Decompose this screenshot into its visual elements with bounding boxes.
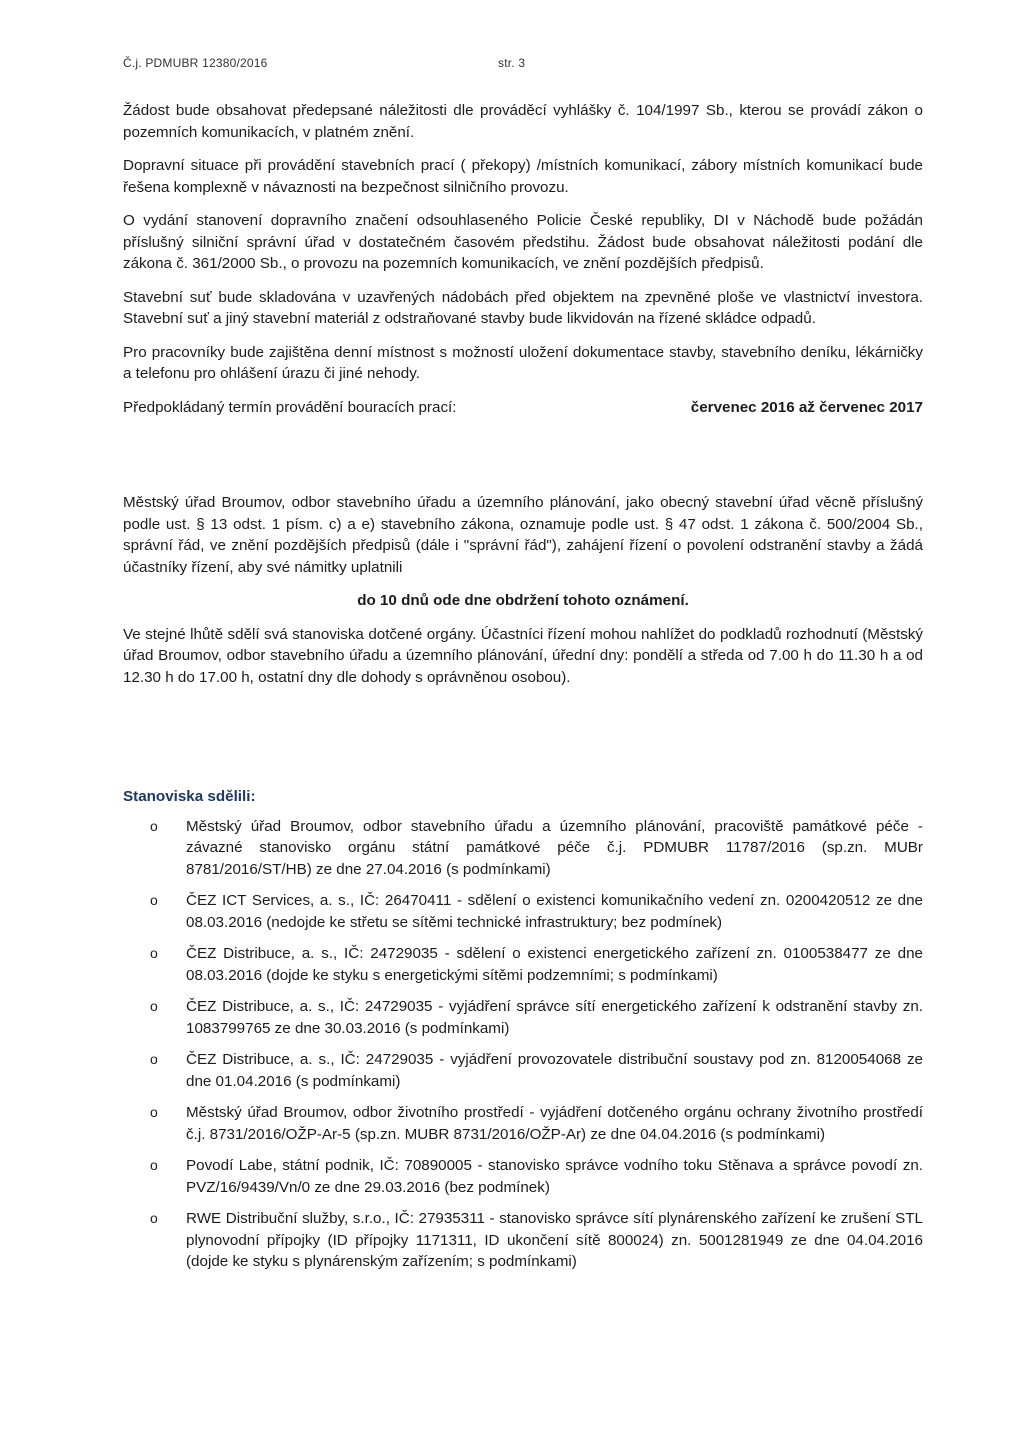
list-item	[123, 890, 923, 933]
list-item-text: ČEZ ICT Services, a. s., IČ: 26470411 - sdělení o existenci komunikačního vedení zn. 0200420512 ze dne 08.03.2016 (nedojde ke střetu se sítěmi technické infrastruktury; bez podmínek)	[186, 892, 923, 931]
paragraph-workers: Pro pracovníky bude zajištěna denní místnost s možností uložení dokumentace stavby, stavebního deníku, lékárničky a telefonu pro ohlášení úrazu či jiné nehody.	[123, 343, 923, 382]
list-item-text: Povodí Labe, státní podnik, IČ: 70890005 - stanovisko správce vodního toku Stěnava a správce povodí zn. PVZ/16/9439/Vn/0 ze dne 29.03.2016 (bez podmínek)	[186, 1157, 923, 1196]
paragraph-traffic-signage: O vydání stanovení dopravního značení odsouhlaseného Policie České republiky, DI v Náchodě bude požádán příslušný silniční správní úřad v dostatečném časovém předstihu. Žádost bude obsahovat náležitosti podání dle zákona č. 361/2000 Sb., o provozu na pozemních komunikacích, ve znění pozdějších předpisů.	[123, 212, 923, 272]
bullet-icon: o	[150, 1157, 158, 1173]
list-item	[123, 1049, 923, 1092]
spacer	[123, 700, 923, 786]
bullet-icon: o	[150, 1104, 158, 1120]
list-item	[123, 816, 923, 881]
bullet-icon: o	[150, 1051, 158, 1067]
document-body	[123, 100, 923, 1283]
bullet-icon: o	[150, 1210, 158, 1226]
paragraph-traffic: Dopravní situace při provádění stavebních prací ( překopy) /místních komunikací, zábory místních komunikací bude řešena komplexně v návaznosti na bezpečnost silničního provozu.	[123, 157, 923, 196]
list-item-text: ČEZ Distribuce, a. s., IČ: 24729035 - vyjádření správce sítí energetického zařízení k odstranění stavby zn. 1083799765 ze dne 30.03.2016 (s podmínkami)	[186, 998, 923, 1037]
bullet-icon: o	[150, 945, 158, 961]
notice-followup: Ve stejné lhůtě sdělí svá stanoviska dotčené orgány. Účastníci řízení mohou nahlížet do podkladů rozhodnutí (Městský úřad Broumov, odbor stavebního úřadu a územního plánování, úřední dny: pondělí a středa od 7.00 h do 11.30 h a od 12.30 h do 17.00 h, ostatní dny dle dohody s oprávněnou osobou).	[123, 625, 923, 686]
opinions-title: Stanoviska sdělili:	[123, 788, 256, 805]
list-item-text: ČEZ Distribuce, a. s., IČ: 24729035 - sdělení o existenci energetického zařízení zn. 0100538477 ze dne 08.03.2016 (dojde ke styku s energetickými sítěmi podzemními; s podmínkami)	[186, 945, 923, 984]
demolition-term	[123, 397, 923, 419]
list-item-text: Městský úřad Broumov, odbor stavebního úřadu a územního plánování, pracoviště památkové péče - závazné stanovisko orgánu státní památkové péče č.j. PDMUBR 11787/2016 (sp.zn. MUBr 8781/2016/ST/HB) ze dne 27.04.2016 (s podmínkami)	[186, 817, 923, 878]
opinions-list	[123, 816, 923, 1273]
list-item-text: Městský úřad Broumov, odbor životního prostředí - vyjádření dotčeného orgánu ochrany životního prostředí č.j. 8731/2016/OŽP-Ar-5 (sp.zn. MUBR 8731/2016/OŽP-Ar) ze dne 04.04.2016 (s podmínkami)	[186, 1104, 923, 1143]
list-item	[123, 1155, 923, 1198]
notice-intro: Městský úřad Broumov, odbor stavebního úřadu a územního plánování, jako obecný stavební úřad věcně příslušný podle ust. § 13 odst. 1 písm. c) a e) stavebního zákona, oznamuje podle ust. § 47 odst. 1 zákona č. 500/2004 Sb., správní řád, ve znění pozdějších předpisů (dále i "správní řád"), zahájení řízení o povolení odstranění stavby a žádá účastníky řízení, aby své námitky uplatnili	[123, 494, 923, 576]
bullet-icon: o	[150, 998, 158, 1014]
list-item-text: RWE Distribuční služby, s.r.o., IČ: 27935311 - stanovisko správce sítí plynárenského zařízení ke zrušení STL plynovodní přípojky (ID přípojky 1171311, ID ukončení sítě 800024) zn. 5001281949 ze dne 04.04.2016 (dojde ke styku s plynárenským zařízením; s podmínkami)	[186, 1210, 923, 1270]
term-value: červenec 2016 až červenec 2017	[690, 398, 923, 416]
page-number: str. 3	[498, 56, 526, 70]
reference-number: Č.j. PDMUBR 12380/2016	[123, 56, 268, 70]
page-header	[123, 56, 526, 70]
list-item	[123, 943, 923, 986]
paragraph-debris: Stavební suť bude skladována v uzavřených nádobách před objektem na zpevněné ploše ve vlastnictví investora. Stavební suť a jiný stavební materiál z odstraňované stavby bude likvidován na řízené skládce odpadů.	[123, 288, 923, 327]
list-item-text: ČEZ Distribuce, a. s., IČ: 24729035 - vyjádření provozovatele distribuční soustavy pod zn. 8120054068 ze dne 01.04.2016 (s podmínkami)	[186, 1051, 923, 1090]
spacer	[123, 418, 923, 492]
list-item	[123, 996, 923, 1039]
term-label: Předpokládaný termín provádění bouracích prací:	[123, 398, 457, 416]
paragraph-application: Žádost bude obsahovat předepsané náležitosti dle prováděcí vyhlášky č. 104/1997 Sb., kterou se provádí zákon o pozemních komunikacích, v platném znění.	[123, 102, 923, 141]
bullet-icon: o	[150, 892, 158, 908]
notice-deadline: do 10 dnů ode dne obdržení tohoto oznámení.	[357, 592, 689, 609]
bullet-icon: o	[150, 817, 158, 834]
list-item	[123, 1102, 923, 1145]
list-item	[123, 1208, 923, 1273]
